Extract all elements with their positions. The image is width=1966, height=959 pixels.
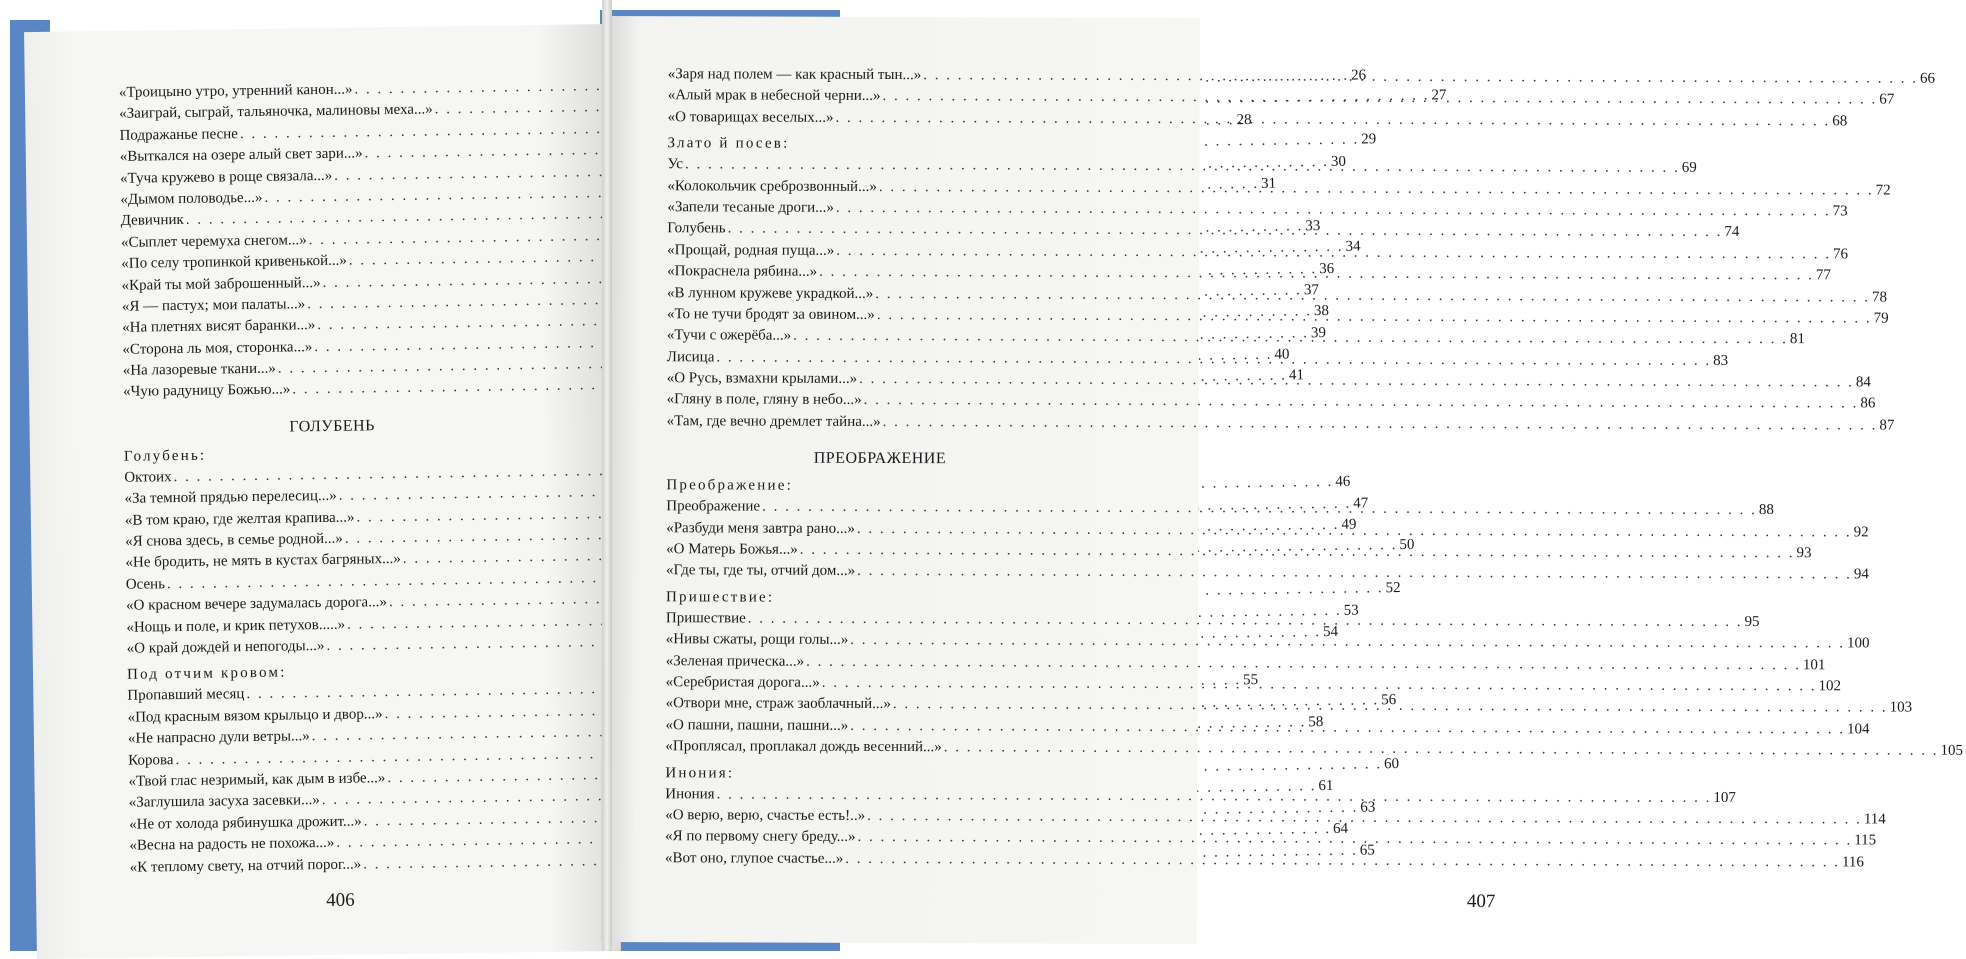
subsection-inonia: Инония: — [665, 764, 735, 782]
toc-entry-title: «В лунном кружеве украдкой...» — [667, 284, 874, 302]
toc-entry-page: 49 — [1341, 516, 1357, 533]
toc-entry-page: 76 — [1832, 246, 1849, 263]
toc-entry-title: «Там, где вечно дремлет тайна...» — [666, 413, 881, 430]
toc-entry-title: «Чую радуницу Божью...» — [122, 381, 291, 401]
toc-entry-page: 107 — [1713, 789, 1736, 806]
toc-entry-title: «О пашни, пашни, пашни...» — [665, 716, 849, 734]
toc-entry-page: 87 — [1879, 417, 1895, 434]
toc-entry-title: «Тучи с ожерёба...» — [666, 327, 792, 344]
leader-dots — [843, 849, 1842, 874]
toc-entry-page: 92 — [1853, 524, 1869, 541]
toc-entry-title: «О край дождей и непогоды...» — [126, 638, 325, 657]
toc-entry-page: 79 — [1873, 310, 1889, 327]
leader-dots — [942, 737, 1941, 762]
toc-entry-page: 84 — [1855, 374, 1871, 391]
toc-entry-title: «Весна на радость не похожа...» — [129, 835, 335, 854]
subsection-zlatoy-posev: Злато й посев: — [667, 135, 790, 152]
toc-entry-page: 33 — [1305, 217, 1321, 235]
toc-entry-page: 83 — [1713, 352, 1729, 369]
toc-entry — [666, 411, 1895, 434]
toc-entry-page: 36 — [1319, 260, 1335, 277]
toc-entry-title: «Запели тесаные дроги...» — [667, 199, 834, 216]
toc-entry-page: 72 — [1875, 182, 1891, 199]
toc-entry-title: Голубень — [667, 220, 726, 237]
toc-entry-page: 38 — [1313, 303, 1330, 320]
toc-entry-title: «О красном вечере задумалась дорога...» — [125, 594, 388, 614]
toc-entry-page: 77 — [1815, 267, 1831, 284]
toc-entry-title: «Зеленая прическа...» — [665, 652, 805, 670]
toc-entry-title: Инония — [665, 785, 715, 802]
toc-entry-title: «На лазоревые ткани...» — [122, 360, 276, 379]
section-heading-preobrazhenie: ПРЕОБРАЖЕНИЕ — [813, 449, 947, 468]
toc-entry-page: 73 — [1832, 203, 1848, 220]
leader-dots — [833, 108, 1832, 133]
toc-entry-page: 56 — [1381, 691, 1397, 709]
toc-entry-title: «Не напрасно дули ветры...» — [127, 728, 310, 747]
toc-entry-page: 116 — [1841, 854, 1864, 871]
toc-entry-page: 58 — [1308, 714, 1324, 731]
toc-entry-page: 63 — [1360, 799, 1376, 816]
toc-entry-page: 55 — [1242, 672, 1259, 689]
toc-entry-page: 102 — [1818, 678, 1842, 695]
toc-entry-title: «Под красным вязом крыльцо и двор...» — [127, 705, 383, 726]
page-number-right: 407 — [1466, 891, 1496, 913]
toc-entry-title: «Выткался на озере алый свет зари...» — [119, 145, 363, 166]
toc-entry-title: «Алый мрак в небесной черни...» — [667, 87, 881, 105]
subsection-golouben: Голубень: — [123, 447, 207, 465]
toc-entry-page: 67 — [1879, 91, 1895, 108]
toc-entry-title: «Заиграй, сыграй, тальяночка, малиновы меха...» — [119, 101, 433, 123]
toc-entry-title: «Гляну в поле, гляну в небо...» — [666, 391, 862, 409]
toc-entry-title: «Нощь и поле, и крик петухов.....» — [126, 616, 346, 636]
toc-entry-page: 39 — [1310, 324, 1327, 341]
toc-entry-title: «В том краю, где желтая крапива...» — [124, 509, 355, 529]
toc-entry-page: 64 — [1332, 820, 1349, 838]
toc-entry-title: «О Матерь Божья...» — [666, 541, 798, 558]
toc-entry-title: «Троицыно утро, утренний канон...» — [118, 81, 353, 101]
toc-entry-page: 114 — [1863, 811, 1886, 828]
toc-entry-page: 41 — [1288, 367, 1305, 384]
toc-entry-title: Девичник — [120, 212, 184, 230]
toc-entry-page: 60 — [1383, 755, 1400, 773]
toc-entry-page: 30 — [1330, 153, 1347, 170]
toc-entry-title: «Прощай, родная пуща...» — [667, 241, 835, 259]
section-heading-golouben: ГОЛУБЕНЬ — [289, 417, 375, 436]
toc-entry — [667, 197, 1848, 220]
toc-entry-page: 74 — [1724, 224, 1740, 241]
toc-entry-title: «Туча кружево в роще связала...» — [119, 167, 333, 187]
toc-entry-title: «Край ты мой заброшенный...» — [121, 274, 321, 294]
toc-entry-title: «Сторона ль моя, сторонка...» — [122, 338, 313, 358]
toc-entry-page: 66 — [1920, 70, 1936, 87]
toc-entry-title: Пришествие — [665, 610, 746, 627]
toc-entry-page: 65 — [1359, 841, 1375, 859]
toc-entry-page: 93 — [1796, 545, 1812, 562]
toc-entry-title: Лисица — [666, 348, 715, 366]
toc-entry-title: Преображение — [666, 498, 761, 515]
toc-entry-page: 47 — [1353, 495, 1369, 512]
toc-entry-title: «О Русь, взмахни крылами...» — [666, 370, 858, 387]
toc-entry-page: 105 — [1940, 742, 1964, 759]
toc-entry-title: «Где ты, где ты, отчий дом...» — [666, 562, 856, 580]
toc-entry-title: «Не бродить, не мять в кустах багряных...» — [125, 551, 401, 572]
toc-entry-page: 115 — [1854, 832, 1877, 849]
toc-entry-page: 68 — [1832, 113, 1848, 130]
toc-entry-page: 50 — [1399, 537, 1415, 554]
toc-entry-title: «Колокольчик среброзвонный...» — [667, 177, 877, 195]
toc-entry-title: Ус — [667, 156, 683, 173]
toc-entry — [666, 390, 1876, 413]
toc-entry-page: 46 — [1335, 473, 1351, 491]
toc-entry-title: Пропавший месяц — [127, 686, 245, 705]
toc-entry-page: 31 — [1260, 175, 1277, 192]
toc-entry-page: 40 — [1274, 346, 1290, 363]
leader-dots — [881, 412, 1880, 437]
toc-entry-title: Октоих — [124, 468, 172, 486]
toc-entry — [665, 651, 1826, 674]
subsection-prishestvie: Пришествие: — [665, 589, 775, 606]
toc-entry-title: «На плетнях висят баранки...» — [122, 317, 316, 337]
toc-entry-title: «Я снова здесь, в семье родной...» — [125, 530, 343, 550]
toc-entry-title: «По селу тропинкой кривенькой...» — [121, 252, 347, 272]
toc-entry-title: Корова — [128, 751, 174, 769]
toc-entry-page: 100 — [1846, 635, 1870, 652]
subsection-pod-otchim-krovom: Под отчим кровом: — [126, 664, 287, 684]
toc-entry-page: 94 — [1853, 566, 1869, 583]
toc-entry-page: 53 — [1343, 602, 1359, 619]
toc-entry-title: «Сыплет черемуха снегом...» — [120, 231, 307, 251]
toc-entry-title: «То не тучи бродят за овином...» — [666, 306, 875, 323]
toc-entry-page: 34 — [1345, 238, 1361, 255]
toc-entry-page: 86 — [1860, 395, 1876, 412]
toc-entry-page: 88 — [1758, 502, 1774, 519]
toc-entry-page: 61 — [1318, 778, 1334, 795]
toc-entry-title: «Проплясал, проплакал дождь весенний...» — [665, 738, 942, 756]
toc-entry-page: 81 — [1789, 331, 1805, 348]
toc-entry-title: «Заря над полем — как красный тын...» — [667, 66, 922, 84]
toc-entry-page: 37 — [1303, 282, 1320, 299]
toc-entry-title: «Дымом половодье...» — [120, 189, 263, 208]
toc-entry-title: «Отвори мне, страж заоблачный...» — [665, 695, 891, 713]
subsection-preobrazhenie: Преображение: — [666, 477, 793, 494]
book-gutter — [602, 0, 612, 951]
toc-entry-page: 52 — [1385, 580, 1401, 597]
toc-entry-page: 78 — [1871, 288, 1888, 305]
toc-entry-title: «Заглушила засуха засевки...» — [128, 792, 320, 812]
toc-entry-title: «Вот оно, глупое счастье...» — [665, 849, 844, 867]
toc-entry-title: «Разбуди меня завтра рано...» — [666, 519, 855, 537]
page-number-left: 406 — [326, 889, 355, 912]
toc-entry-page: 28 — [1236, 111, 1252, 129]
toc-entry-page: 95 — [1744, 613, 1760, 630]
toc-entry-title: «Покраснела рябина...» — [667, 263, 818, 280]
toc-entry-page: 104 — [1846, 721, 1870, 738]
toc-entry-title: «К теплому свету, на отчий порог...» — [129, 856, 362, 876]
toc-entry-title: Подражанье песне — [119, 125, 239, 144]
toc-entry-page: 101 — [1802, 656, 1826, 673]
toc-entry-page: 103 — [1889, 699, 1913, 716]
toc-entry-title: «За темной прядью перелесиц...» — [124, 488, 337, 508]
toc-entry-page: 69 — [1681, 159, 1697, 176]
toc-entry-page: 26 — [1350, 67, 1367, 84]
toc-entry-title: «Серебристая дорога...» — [665, 674, 820, 691]
toc-entry-title: «О товарищах веселых...» — [667, 109, 834, 126]
toc-entry-title: «Нивы сжаты, рощи голы...» — [665, 631, 849, 649]
toc-entry-title: «Твой глас незримый, как дым в избе...» — [128, 770, 386, 790]
leader-dots — [855, 561, 1854, 586]
toc-entry — [666, 561, 1869, 584]
toc-entry-title: «Я — пастух; мои палаты...» — [121, 296, 306, 315]
toc-entry-page: 27 — [1431, 87, 1447, 104]
toc-entry-page: 54 — [1322, 623, 1339, 641]
toc-entry — [665, 736, 1964, 759]
toc-entry-page: 29 — [1361, 131, 1377, 148]
toc-entry-title: «Не от холода рябинушка дрожит...» — [129, 813, 362, 833]
toc-entry-title: «Я по первому снегу бреду...» — [665, 828, 856, 846]
toc-entry-title: «О верю, верю, счастье есть!..» — [665, 807, 866, 824]
toc-entry-title: Осень — [125, 576, 166, 593]
